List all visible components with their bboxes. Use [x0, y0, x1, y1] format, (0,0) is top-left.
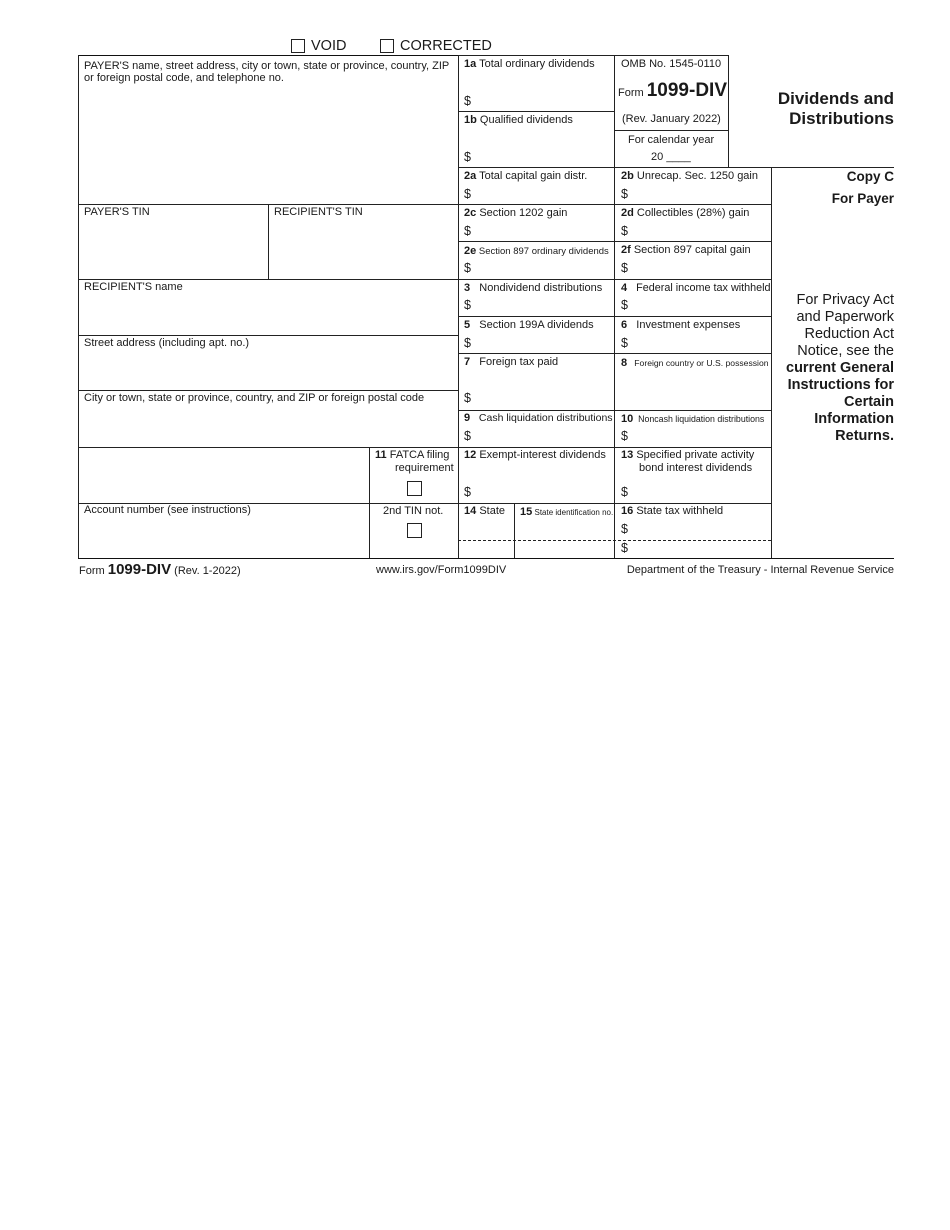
- box-10-number: 10: [621, 413, 634, 425]
- box-1a-dollar: $: [464, 94, 471, 108]
- city-state-field[interactable]: [80, 406, 456, 445]
- notice-line-8: Information: [814, 411, 894, 427]
- fatca-checkbox[interactable]: [407, 481, 422, 496]
- box-15-label: State identification no.: [534, 508, 614, 517]
- box-4-label: Federal income tax withheld: [636, 282, 771, 294]
- box-14-label: State: [479, 505, 505, 517]
- box-6-field[interactable]: [631, 333, 769, 352]
- box-2a-dollar: $: [464, 187, 471, 201]
- box-2b-field[interactable]: [631, 184, 769, 203]
- box-1a-label: Total ordinary dividends: [479, 58, 595, 70]
- box-2e-label: Section 897 ordinary dividends: [478, 246, 609, 257]
- payer-tin-label: PAYER'S TIN: [84, 206, 150, 218]
- payer-name-field[interactable]: [80, 86, 456, 166]
- notice-line-2: and Paperwork: [796, 309, 894, 325]
- box-8-field[interactable]: [616, 372, 769, 409]
- footer-department: Department of the Treasury - Internal Revenue Service: [626, 564, 894, 576]
- notice-line-5: current General: [786, 360, 894, 376]
- box-11-label: FATCA filing: [389, 449, 450, 461]
- box-6-label: Investment expenses: [636, 319, 741, 331]
- box-2a-field[interactable]: [474, 184, 612, 203]
- box-2c-number: 2c: [464, 207, 477, 219]
- box-8-number: 8: [621, 357, 628, 369]
- box-2f-number: 2f: [621, 244, 631, 256]
- box-2d-number: 2d: [621, 207, 634, 219]
- copy-label: Copy C: [846, 169, 894, 184]
- box-2c-label: Section 1202 gain: [479, 207, 568, 219]
- notice-line-4: Notice, see the: [797, 343, 894, 359]
- box-14-field-2[interactable]: [460, 542, 512, 557]
- calendar-year-blank: ____: [666, 151, 691, 163]
- box-14-field-1[interactable]: [460, 520, 512, 539]
- notice-line-9: Returns.: [835, 428, 894, 444]
- form-title-line-1: Dividends and: [777, 89, 894, 108]
- account-number-label: Account number (see instructions): [84, 504, 251, 516]
- footer-rev: (Rev. 1-2022): [174, 565, 241, 577]
- void-checkbox[interactable]: [291, 39, 305, 53]
- recipient-name-label: RECIPIENT'S name: [84, 281, 183, 293]
- payer-tin-field[interactable]: [80, 220, 266, 277]
- recipient-tin-field[interactable]: [270, 220, 456, 277]
- box-5-number: 5: [464, 319, 471, 331]
- omb-form-prefix: Form: [618, 87, 644, 99]
- corrected-checkbox[interactable]: [380, 39, 394, 53]
- copy-for-label: For Payer: [831, 191, 894, 206]
- box-10-dollar: $: [621, 429, 628, 443]
- box-4-dollar: $: [621, 298, 628, 312]
- box-3-field[interactable]: [474, 296, 612, 315]
- calendar-year-prefix: 20: [651, 151, 664, 163]
- box-3-dollar: $: [464, 298, 471, 312]
- box-2a-number: 2a: [464, 170, 477, 182]
- box-2d-label: Collectibles (28%) gain: [636, 207, 750, 219]
- box-8-label: Foreign country or U.S. possession: [634, 358, 769, 368]
- box-2f-label: Section 897 capital gain: [633, 244, 751, 256]
- box-16-number: 16: [621, 505, 634, 517]
- box-2d-dollar: $: [621, 224, 628, 238]
- box-2c-dollar: $: [464, 224, 471, 238]
- box-5-dollar: $: [464, 336, 471, 350]
- box-16-dollar-2: $: [621, 541, 628, 555]
- footer-form-id: [79, 562, 241, 579]
- box-7-label: Foreign tax paid: [479, 356, 559, 368]
- box-1b-number: 1b: [464, 114, 477, 126]
- box-2e-number: 2e: [464, 245, 477, 257]
- corrected-label: CORRECTED: [400, 38, 492, 54]
- box-3-number: 3: [464, 282, 471, 294]
- box-11-label-1: [375, 449, 449, 462]
- box-16-field-1[interactable]: [631, 520, 769, 539]
- notice-line-6: Instructions for: [787, 377, 894, 393]
- box-2e-dollar: $: [464, 261, 471, 275]
- street-address-label: Street address (including apt. no.): [84, 337, 250, 349]
- footer-form-prefix: Form: [79, 565, 105, 577]
- box-14-number: 14: [464, 505, 477, 517]
- recipient-tin-label: RECIPIENT'S TIN: [274, 206, 363, 218]
- box-9-dollar: $: [464, 429, 471, 443]
- box-2b-label: Unrecap. Sec. 1250 gain: [636, 170, 758, 182]
- second-tin-label: 2nd TIN not.: [383, 505, 444, 517]
- city-state-label: City or town, state or province, country, and ZIP or foreign postal code: [84, 392, 425, 404]
- box-2b-dollar: $: [621, 187, 628, 201]
- box-13-dollar: $: [621, 485, 628, 499]
- notice-line-7: Certain: [844, 394, 894, 410]
- void-label: VOID: [311, 38, 347, 54]
- box-5-label: Section 199A dividends: [479, 319, 594, 331]
- box-9-number: 9: [464, 412, 471, 424]
- box-10-label: Noncash liquidation distributions: [638, 414, 765, 424]
- box-1a-number: 1a: [464, 58, 477, 70]
- box-6-number: 6: [621, 319, 628, 331]
- box-11-label-2: requirement: [395, 462, 454, 474]
- box-16-label: State tax withheld: [636, 505, 724, 517]
- box-5-field[interactable]: [474, 333, 612, 352]
- footer-url[interactable]: www.irs.gov/Form1099DIV: [376, 564, 507, 576]
- box-7-dollar: $: [464, 391, 471, 405]
- box-10-field[interactable]: [631, 426, 769, 446]
- box-13-label-2: bond interest dividends: [639, 462, 753, 474]
- payer-name-label-1: PAYER'S name, street address, city or town, state or province, country, ZIP: [84, 60, 450, 72]
- box-7-number: 7: [464, 356, 471, 368]
- box-12-dollar: $: [464, 485, 471, 499]
- notice-line-1: For Privacy Act: [796, 292, 894, 308]
- box-4-field[interactable]: [631, 296, 769, 315]
- box-12-number: 12: [464, 449, 477, 461]
- calendar-year-label: For calendar year: [628, 134, 715, 146]
- box-2b-number: 2b: [621, 170, 634, 182]
- payer-name-label-2: or foreign postal code, and telephone no.: [84, 72, 284, 84]
- box-13-field[interactable]: [631, 482, 769, 502]
- box-12-field[interactable]: [474, 482, 612, 502]
- box-1a-field[interactable]: [474, 90, 612, 110]
- box-1b-field[interactable]: [474, 146, 612, 166]
- box-4-number: 4: [621, 282, 628, 294]
- box-16-field-2[interactable]: [631, 542, 769, 557]
- box-15-field-2[interactable]: [516, 542, 612, 557]
- second-tin-checkbox[interactable]: [407, 523, 422, 538]
- box-3-label: Nondividend distributions: [479, 282, 603, 294]
- box-6-dollar: $: [621, 336, 628, 350]
- footer-form-name: 1099-DIV: [107, 561, 172, 578]
- box-13-number: 13: [621, 449, 634, 461]
- box-9-label: Cash liquidation distributions: [478, 412, 613, 424]
- omb-rev: (Rev. January 2022): [622, 113, 721, 125]
- box-15-field-1[interactable]: [516, 520, 612, 539]
- box-9-field[interactable]: [474, 426, 612, 446]
- box-1b-label: Qualified dividends: [479, 114, 573, 126]
- box-2f-dollar: $: [621, 261, 628, 275]
- box-2d-field[interactable]: [631, 221, 769, 240]
- box-2c-field[interactable]: [474, 221, 612, 240]
- box-12-label: Exempt-interest dividends: [479, 449, 606, 461]
- form-title-line-2: Distributions: [789, 109, 894, 128]
- box-1b-dollar: $: [464, 150, 471, 164]
- box-2a-label: Total capital gain distr.: [479, 170, 588, 182]
- box-15-number: 15: [520, 506, 533, 518]
- omb-number: OMB No. 1545-0110: [621, 58, 722, 70]
- box-7-field[interactable]: [474, 388, 612, 409]
- box-2f-field[interactable]: [631, 258, 769, 278]
- omb-form-name: 1099-DIV: [646, 80, 728, 101]
- box-2e-field[interactable]: [474, 258, 612, 278]
- recipient-name-field[interactable]: [80, 295, 456, 333]
- account-number-field[interactable]: [80, 518, 367, 556]
- notice-line-3: Reduction Act: [804, 326, 894, 342]
- box-13-label-1: Specified private activity: [636, 449, 755, 461]
- street-address-field[interactable]: [80, 351, 456, 388]
- box-16-dollar-1: $: [621, 522, 628, 536]
- box-11-number: 11: [375, 449, 387, 461]
